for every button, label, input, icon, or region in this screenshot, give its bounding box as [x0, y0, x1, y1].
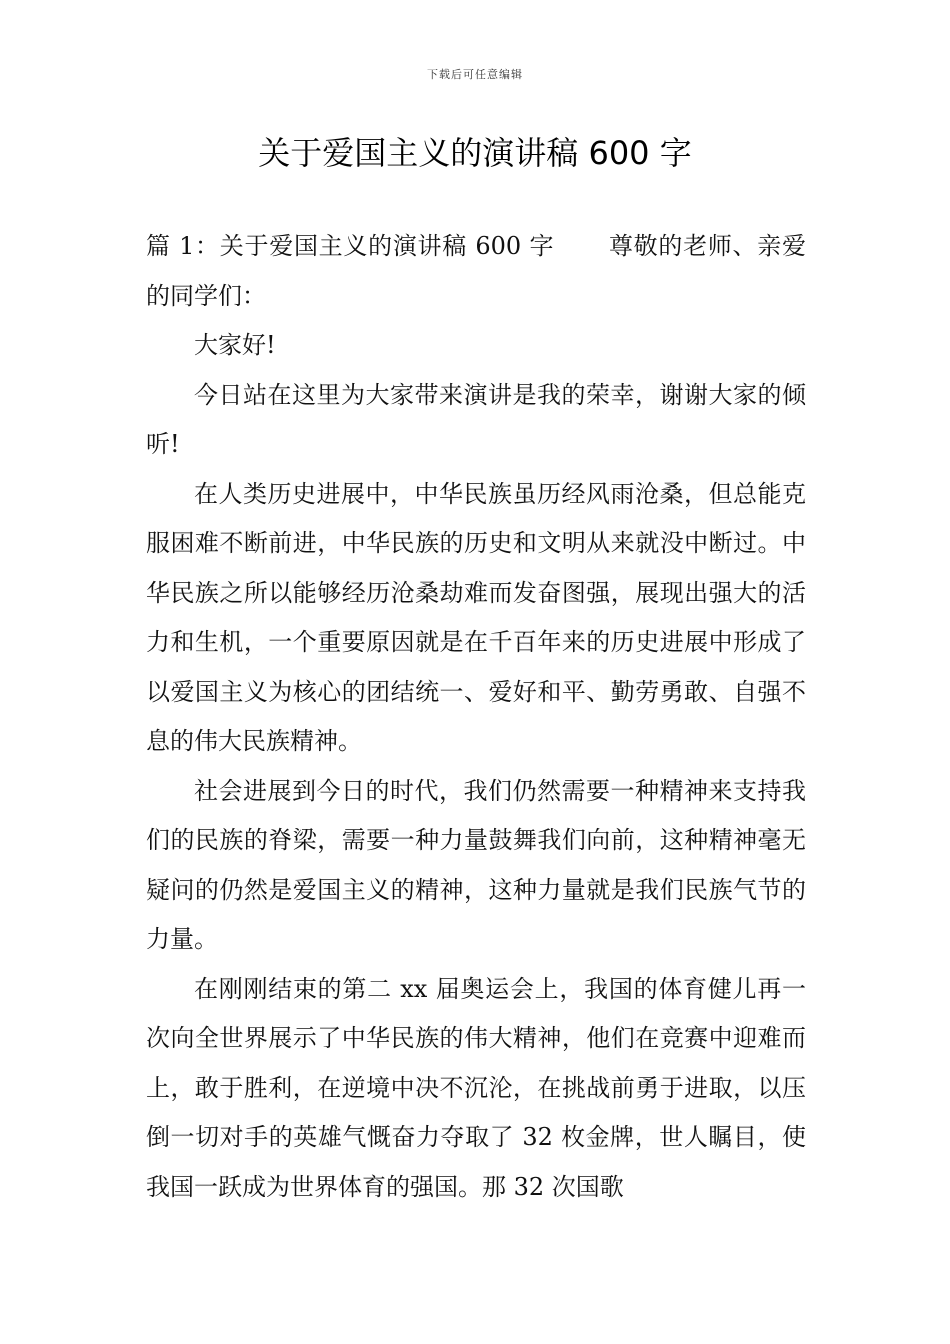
document-title: 关于爱国主义的演讲稿 600 字: [258, 134, 692, 172]
document-body: [146, 222, 806, 1212]
paragraph-intro: [146, 222, 806, 321]
paragraph: 在刚刚结束的第二 xx 届奥运会上，我国的体育健儿再一次向全世界展示了中华民族的伟大精神，他们在竞赛中迎难而上，敢于胜利，在逆境中决不沉沦，在挑战前勇于进取，以压倒一切对手的英雄气慨奋力夺取了 32 枚金牌，世人瞩目，使我国一跃成为世界体育的强国。那 32 次国歌: [146, 974, 806, 1201]
paragraph: 大家好!: [194, 331, 276, 359]
paragraph: 社会进展到今日的时代，我们仍然需要一种精神来支持我们的民族的脊梁，需要一种力量鼓舞我们向前，这种精神毫无疑问的仍然是爱国主义的精神，这种力量就是我们民族气节的力量。: [146, 776, 806, 953]
header-note: 下载后可任意编辑: [427, 68, 523, 81]
paragraph: 今日站在这里为大家带来演讲是我的荣幸，谢谢大家的倾听!: [146, 380, 806, 458]
section-label: 篇 1：关于爱国主义的演讲稿 600 字: [146, 232, 555, 260]
paragraph: 在人类历史进展中，中华民族虽历经风雨沧桑，但总能克服困难不断前进，中华民族的历史和文明从来就没中断过。中华民族之所以能够经历沧桑劫难而发奋图强，展现出强大的活力和生机，一个重要原因就是在千百年来的历史进展中形成了以爱国主义为核心的团结统一、爱好和平、勤劳勇敢、自强不息的伟大民族精神。: [146, 479, 806, 755]
greeting: 尊敬的老师、亲爱的同学们：: [146, 232, 807, 310]
